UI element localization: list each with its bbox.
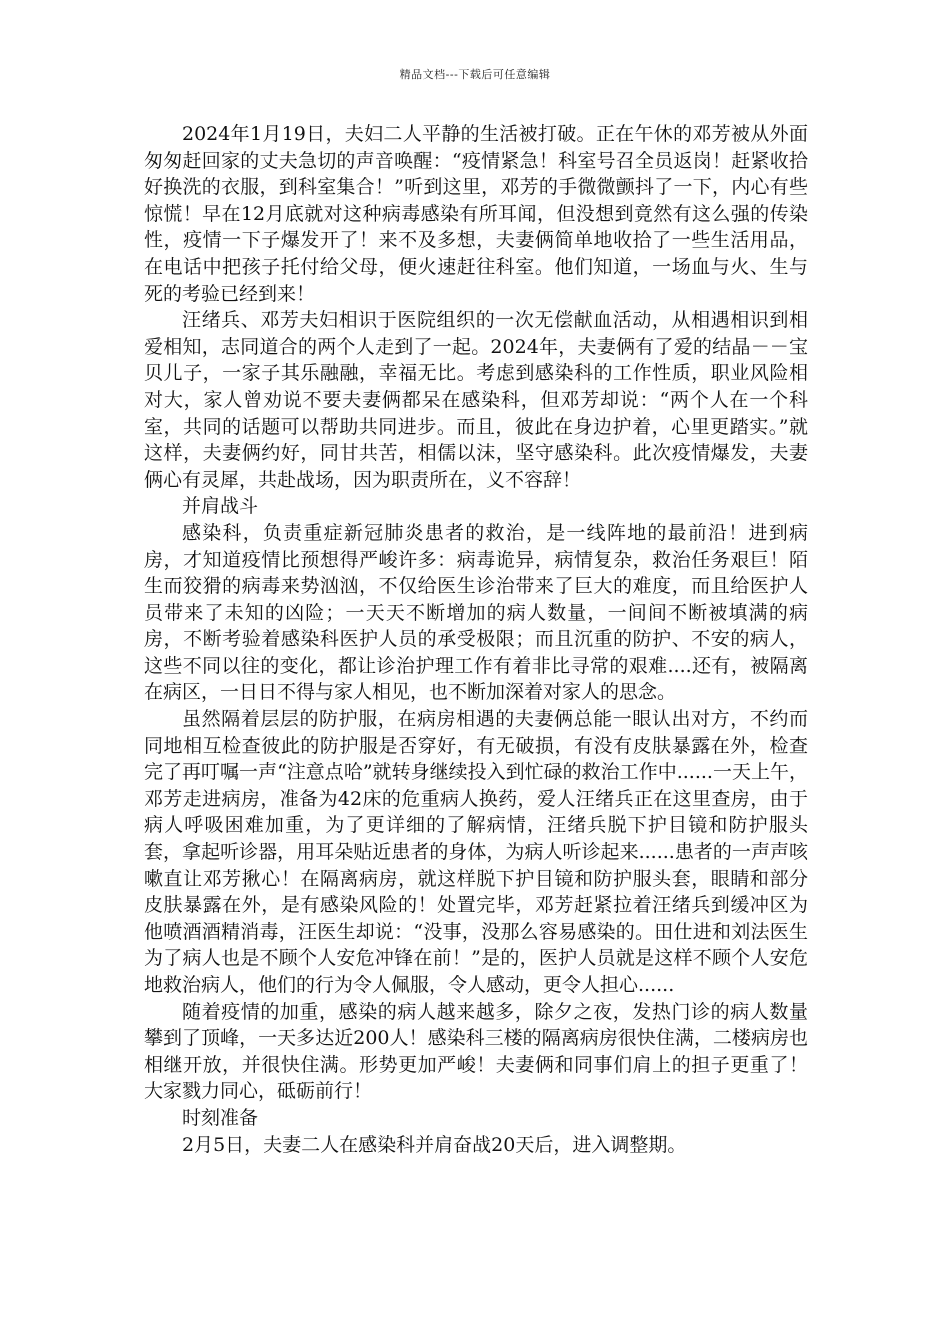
paragraph-outbreak: 2024年1月19日，夫妇二人平静的生活被打破。正在午休的邓芳被从外面匆匆赶回家的丈夫急切的声音唤醒：“疫情紧急！科室号召全员返岗！赶紧收拾好换洗的衣服，到科室集合！”听到这里，邓芳的手微微颤抖了一下，内心有些惊慌！早在12月底就对这种病毒感染有所耳闻，但没想到竟然有这么强的传染性，疫情一下子爆发开了！来不及多想，夫妻俩简单地收拾了一些生活用品，在电话中把孩子托付给父母，便火速赶往科室。他们知道，一场血与火、生与死的考验已经到来！	[144, 123, 808, 305]
paragraph-protective-suits: 虽然隔着层层的防护服，在病房相遇的夫妻俩总能一眼认出对方，不约而同地相互检查彼此的防护服是否穿好，有无破损，有没有皮肤暴露在外，检查完了再叮嘱一声“注意点哈”就转身继续投入到忙碌的救治工作中......一天上午，邓芳走进病房，准备为42床的危重病人换药，爱人汪绪兵正在这里查房，由于病人呼吸困难加重，为了更详细的了解病情，汪绪兵脱下护目镜和防护服头套，拿起听诊器，用耳朵贴近患者的身体，为病人听诊起来......患者的一声声咳嗽直让邓芳揪心！在隔离病房，就这样脱下护目镜和防护服头套，眼睛和部分皮肤暴露在外，是有感染风险的！处置完毕，邓芳赶紧拉着汪绪兵到缓冲区为他喷酒酒精消毒，汪医生却说：“没事，没那么容易感染的。田仕进和刘法医生为了病人也是不顾个人安危冲锋在前！”是的，医护人员就是这样不顾个人安危地救治病人，他们的行为令人佩服，令人感动，更令人担心......	[144, 708, 808, 996]
paragraph-adjustment: 2月5日，夫妻二人在感染科并肩奋战20天后，进入调整期。	[182, 1133, 687, 1156]
page-header: 精品文档---下载后可任意编辑	[399, 68, 551, 81]
paragraph-couple-story: 汪绪兵、邓芳夫妇相识于医院组织的一次无偿献血活动，从相遇相识到相爱相知，志同道合的两个人走到了一起。2024年，夫妻俩有了爱的结晶－－宝贝儿子，一家子其乐融融，幸福无比。考虑到感染科的工作性质，职业风险相对大，家人曾劝说不要夫妻俩都呆在感染科，但邓芳却说：“两个人在一个科室，共同的话题可以帮助共同进步。而且，彼此在身边护着，心里更踏实。”就这样，夫妻俩约好，同甘共苦，相儒以沫，坚守感染科。此次疫情爆发，夫妻俩心有灵犀，共赴战场，因为职责所在，义不容辞！	[144, 309, 808, 491]
section-heading-always-ready: 时刻准备	[182, 1106, 259, 1129]
document-body	[144, 121, 808, 1158]
paragraph-infection-ward: 感染科，负责重症新冠肺炎患者的救治，是一线阵地的最前沿！进到病房，才知道疫情比预想得严峻许多：病毒诡异，病情复杂，救治任务艰巨！陌生而狡猾的病毒来势汹汹，不仅给医生诊治带来了巨大的难度，而且给医护人员带来了未知的凶险；一天天不断增加的病人数量，一间间不断被填满的病房，不断考验着感染科医护人员的承受极限；而且沉重的防护、不安的病人，这些不同以往的变化，都让诊治护理工作有着非比寻常的艰难....还有，被隔离在病区，一日日不得与家人相见，也不断加深着对家人的思念。	[144, 521, 808, 704]
paragraph-epidemic-worsens: 随着疫情的加重，感染的病人越来越多，除夕之夜，发热门诊的病人数量攀到了顶峰，一天多达近200人！感染科三楼的隔离病房很快住满，二楼病房也相继开放，并很快住满。形势更加严峻！夫妻俩和同事们肩上的担子更重了！大家戮力同心，砥砺前行！	[144, 1000, 808, 1103]
section-heading-fight-together: 并肩战斗	[182, 495, 259, 518]
